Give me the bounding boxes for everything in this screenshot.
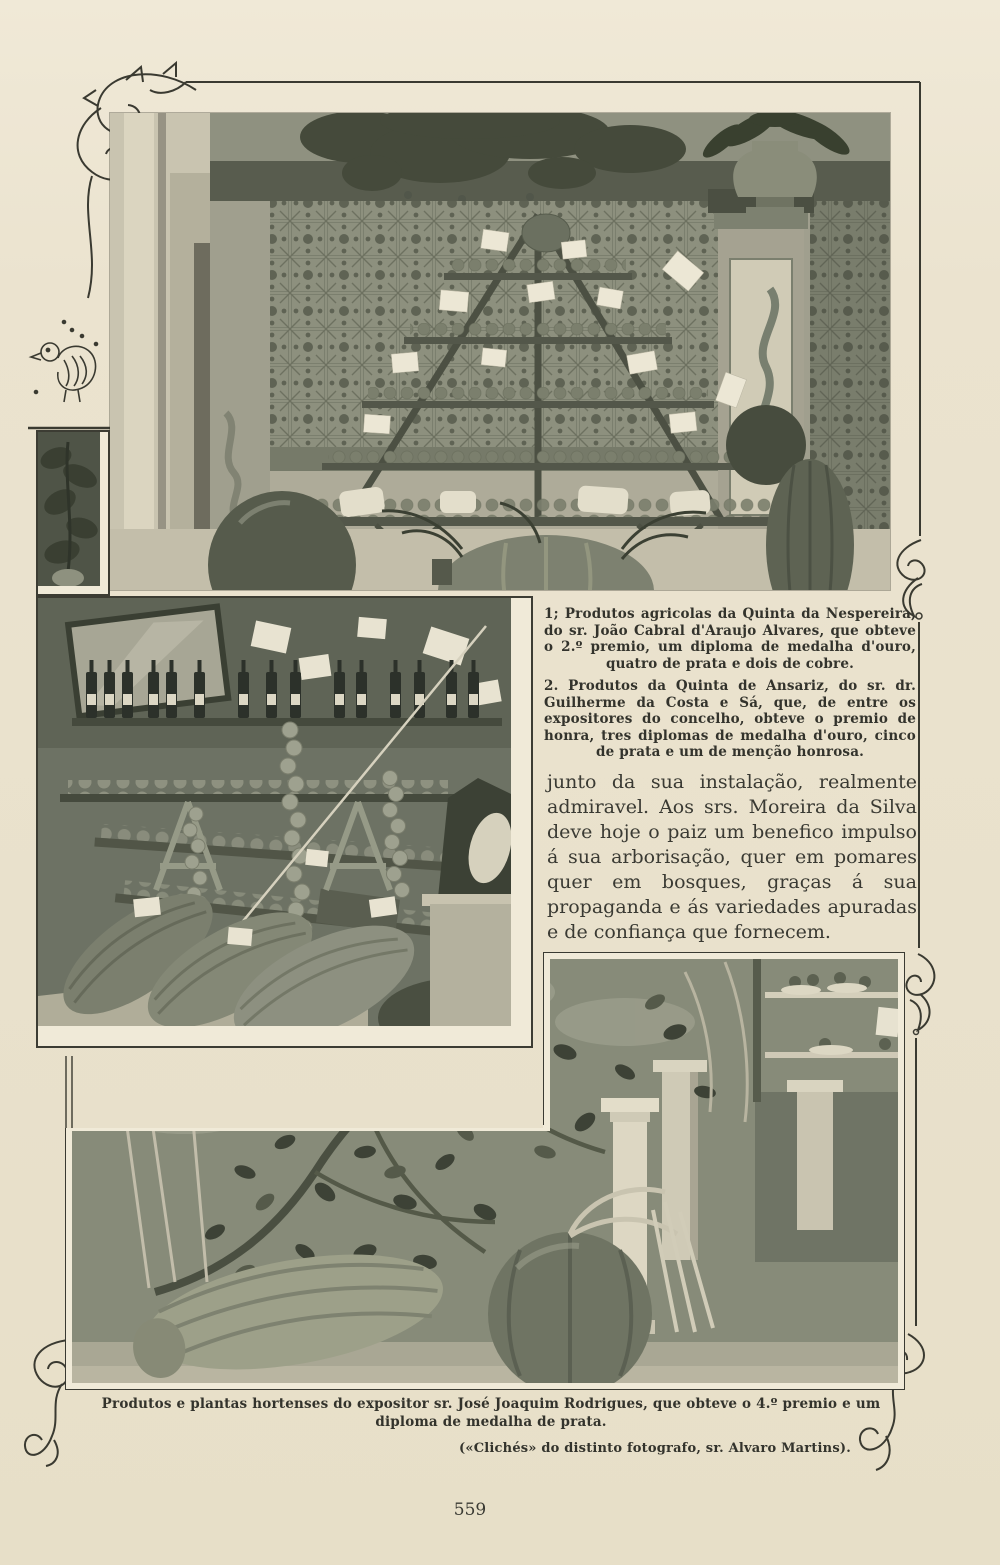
article-paragraph: junto da sua instalação, realmente admiravel. Aos srs. Moreira da Silva deve hoje o paiz um benefico impulso á sua arborisação, quer em pomares quer em bosques, graças á sua propaganda e ás variedades apuradas e de confiança que fornecem. (547, 771, 917, 943)
caption-figure-2: 2. Produtos da Quinta de Ansariz, do sr. dr. Guilherme da Costa e Sá, que, de entre os expositores do concelho, obteve o premio de honra, tres diplomas de medalha d'ouro, cinco de prata e um de menção honrosa. (544, 678, 916, 760)
bottom-left-flourish (25, 1340, 70, 1466)
photo-exhibition-stand (36, 596, 533, 1048)
right-lower-flourish (906, 954, 934, 1030)
right-mid-flourish (897, 540, 924, 616)
photo-foliage-strip (36, 430, 110, 596)
caption-figure-1: 1; Produtos agricolas da Quinta da Nespereira, do sr. João Cabral d'Araujo Alvares, que obteve o 2.º premio, um diploma de medalha d'ouro, quatro de prata e dois de cobre. (544, 606, 916, 672)
caption-bottom-photo: Produtos e plantas hortenses do expositor sr. José Joaquim Rodrigues, que obteve o 4.º premio e um diploma de medalha de prata. (101, 1396, 881, 1430)
page-number: 559 (453, 1500, 487, 1520)
bird-sketch (28, 321, 112, 429)
photo-fruit-pyramid (110, 113, 890, 590)
right-rule (916, 82, 920, 1326)
photo-credit-line: («Clichés» do distinto fotografo, sr. Alvaro Martins). (459, 1441, 851, 1456)
